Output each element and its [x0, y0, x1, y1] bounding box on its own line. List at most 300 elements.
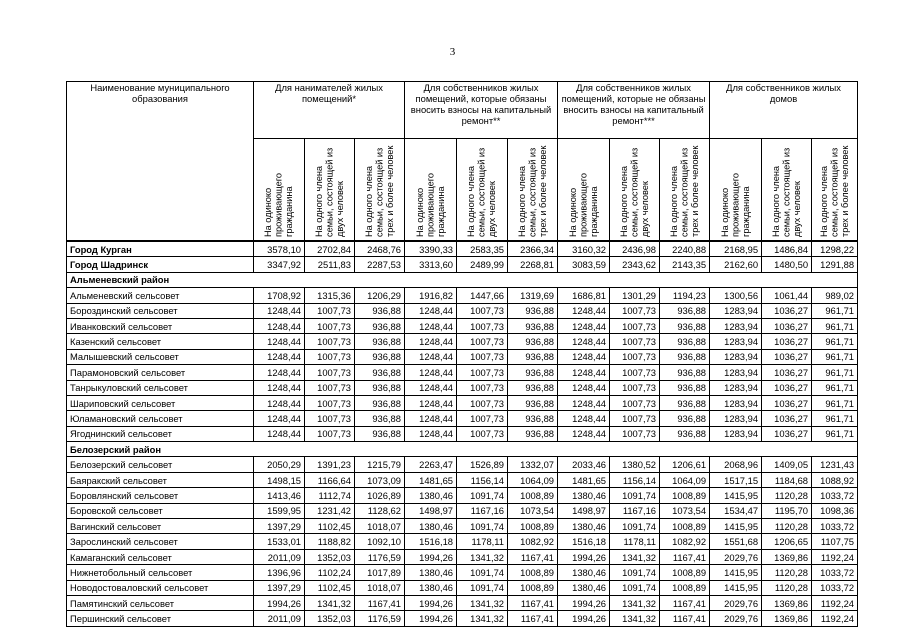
value-cell: 1091,74	[457, 488, 508, 503]
value-cell: 2029,76	[710, 595, 762, 610]
value-cell: 1248,44	[558, 349, 610, 364]
value-cell: 2143,35	[660, 257, 710, 272]
value-cell: 3578,10	[254, 241, 305, 257]
value-cell: 1036,27	[762, 395, 812, 410]
table-row	[67, 380, 858, 395]
value-cell: 1409,05	[762, 457, 812, 472]
value-cell: 936,88	[660, 349, 710, 364]
municipality-name: Шариповский сельсовет	[67, 395, 254, 410]
value-cell: 1092,10	[355, 534, 405, 549]
value-cell: 1291,88	[812, 257, 858, 272]
value-cell: 1413,46	[254, 488, 305, 503]
subcolumn-header-label: На одиноко проживающего гражданина	[414, 173, 446, 237]
value-cell: 1102,24	[305, 565, 355, 580]
table-row	[67, 426, 858, 441]
value-cell: 1283,94	[710, 380, 762, 395]
subcolumn-header	[305, 139, 355, 242]
value-cell: 1994,26	[405, 595, 457, 610]
value-cell: 1176,59	[355, 549, 405, 564]
subcolumn-header	[812, 139, 858, 242]
municipality-name: Баяракский сельсовет	[67, 472, 254, 487]
value-cell: 1283,94	[710, 426, 762, 441]
value-cell: 1073,09	[355, 472, 405, 487]
value-cell: 1215,79	[355, 457, 405, 472]
value-cell: 1192,24	[812, 611, 858, 626]
value-cell: 1007,73	[305, 318, 355, 333]
value-cell: 1248,44	[405, 349, 457, 364]
value-cell: 1397,29	[254, 580, 305, 595]
value-cell: 1008,89	[508, 565, 558, 580]
municipality-name: Нижнетобольный сельсовет	[67, 565, 254, 580]
value-cell: 1319,69	[508, 288, 558, 303]
value-cell: 936,88	[355, 334, 405, 349]
municipality-name: Малышевский сельсовет	[67, 349, 254, 364]
value-cell: 3313,60	[405, 257, 457, 272]
value-cell: 1380,46	[405, 519, 457, 534]
value-cell: 1415,95	[710, 580, 762, 595]
value-cell: 1091,74	[610, 519, 660, 534]
table-row	[67, 534, 858, 549]
value-cell: 961,71	[812, 380, 858, 395]
value-cell: 1120,28	[762, 519, 812, 534]
value-cell: 1248,44	[558, 303, 610, 318]
district-row	[67, 272, 858, 287]
value-cell: 1167,16	[610, 503, 660, 518]
table-row	[67, 580, 858, 595]
value-cell: 1994,26	[558, 595, 610, 610]
value-cell: 1064,09	[660, 472, 710, 487]
value-cell: 1036,27	[762, 411, 812, 426]
value-cell: 1007,73	[305, 334, 355, 349]
value-cell: 1391,23	[305, 457, 355, 472]
value-cell: 1102,45	[305, 519, 355, 534]
value-cell: 1447,66	[457, 288, 508, 303]
value-cell: 1008,89	[660, 519, 710, 534]
value-cell: 1091,74	[457, 580, 508, 595]
subcolumn-header	[610, 139, 660, 242]
subcolumn-header	[660, 139, 710, 242]
value-cell: 1283,94	[710, 303, 762, 318]
value-cell: 1008,89	[508, 580, 558, 595]
municipality-name: Парамоновский сельсовет	[67, 365, 254, 380]
district-name: Альменевский район	[67, 272, 858, 287]
value-cell: 1033,72	[812, 519, 858, 534]
subcolumn-header-label: На одиноко проживающего гражданина	[719, 173, 751, 237]
value-cell: 1283,94	[710, 395, 762, 410]
value-cell: 1248,44	[254, 303, 305, 318]
value-cell: 1498,15	[254, 472, 305, 487]
value-cell: 936,88	[660, 411, 710, 426]
value-cell: 1018,07	[355, 519, 405, 534]
table-row	[67, 457, 858, 472]
value-cell: 1517,15	[710, 472, 762, 487]
value-cell: 1073,54	[508, 503, 558, 518]
value-cell: 1481,65	[558, 472, 610, 487]
value-cell: 2511,83	[305, 257, 355, 272]
value-cell: 961,71	[812, 411, 858, 426]
value-cell: 2263,47	[405, 457, 457, 472]
value-cell: 1283,94	[710, 411, 762, 426]
value-cell: 1498,97	[405, 503, 457, 518]
value-cell: 1064,09	[508, 472, 558, 487]
municipality-name: Казенский сельсовет	[67, 334, 254, 349]
value-cell: 1017,89	[355, 565, 405, 580]
value-cell: 1167,41	[508, 549, 558, 564]
group-header-tenants: Для нанимателей жилых помещений*	[254, 82, 405, 139]
value-cell: 936,88	[660, 365, 710, 380]
table-row	[67, 288, 858, 303]
value-cell: 1091,74	[457, 565, 508, 580]
value-cell: 1248,44	[558, 318, 610, 333]
table-row	[67, 334, 858, 349]
value-cell: 1341,32	[457, 549, 508, 564]
value-cell: 1498,97	[558, 503, 610, 518]
municipality-name: Альменевский сельсовет	[67, 288, 254, 303]
value-cell: 1994,26	[558, 549, 610, 564]
value-cell: 1315,36	[305, 288, 355, 303]
value-cell: 2033,46	[558, 457, 610, 472]
group-header-owners-capital-repair: Для собственников жилых помещений, которые обязаны вносить взносы на капитальный ремонт**	[405, 82, 558, 139]
table-row	[67, 365, 858, 380]
value-cell: 1008,89	[660, 580, 710, 595]
value-cell: 1341,32	[457, 595, 508, 610]
value-cell: 2240,88	[660, 241, 710, 257]
value-cell: 1007,73	[610, 334, 660, 349]
value-cell: 1283,94	[710, 349, 762, 364]
value-cell: 1248,44	[254, 411, 305, 426]
value-cell: 1994,26	[558, 611, 610, 626]
value-cell: 1007,73	[457, 318, 508, 333]
value-cell: 1036,27	[762, 349, 812, 364]
value-cell: 1107,75	[812, 534, 858, 549]
value-cell: 936,88	[508, 349, 558, 364]
subcolumn-header-label: На одного члена семьи, состоящей из трех и более человек	[516, 145, 548, 237]
value-cell: 1008,89	[508, 519, 558, 534]
value-cell: 1369,86	[762, 611, 812, 626]
value-cell: 1007,73	[305, 365, 355, 380]
value-cell: 1283,94	[710, 334, 762, 349]
subcolumn-header	[405, 139, 457, 242]
value-cell: 2287,53	[355, 257, 405, 272]
value-cell: 1248,44	[254, 426, 305, 441]
value-cell: 1033,72	[812, 488, 858, 503]
value-cell: 961,71	[812, 349, 858, 364]
value-cell: 1206,65	[762, 534, 812, 549]
value-cell: 1380,46	[405, 488, 457, 503]
subcolumn-header-label: На одного члена семьи, состоящей из двух человек	[770, 147, 802, 237]
value-cell: 1397,29	[254, 519, 305, 534]
value-cell: 961,71	[812, 426, 858, 441]
value-cell: 1480,50	[762, 257, 812, 272]
value-cell: 936,88	[508, 365, 558, 380]
value-cell: 1007,73	[457, 349, 508, 364]
value-cell: 1231,42	[305, 503, 355, 518]
table-row	[67, 318, 858, 333]
value-cell: 1686,81	[558, 288, 610, 303]
value-cell: 2011,09	[254, 611, 305, 626]
value-cell: 2702,84	[305, 241, 355, 257]
value-cell: 936,88	[508, 303, 558, 318]
page-number: 3	[449, 46, 456, 58]
subcolumn-header	[457, 139, 508, 242]
value-cell: 1248,44	[558, 395, 610, 410]
value-cell: 1018,07	[355, 580, 405, 595]
value-cell: 2468,76	[355, 241, 405, 257]
city-row	[67, 257, 858, 272]
value-cell: 936,88	[660, 380, 710, 395]
value-cell: 961,71	[812, 318, 858, 333]
value-cell: 2050,29	[254, 457, 305, 472]
value-cell: 1231,43	[812, 457, 858, 472]
value-cell: 1206,61	[660, 457, 710, 472]
value-cell: 1369,86	[762, 549, 812, 564]
value-cell: 2162,60	[710, 257, 762, 272]
value-cell: 1008,89	[660, 565, 710, 580]
municipality-name: Бороздинский сельсовет	[67, 303, 254, 318]
municipality-name: Першинский сельсовет	[67, 611, 254, 626]
value-cell: 1007,73	[457, 365, 508, 380]
value-cell: 1380,46	[405, 580, 457, 595]
value-cell: 1248,44	[405, 411, 457, 426]
value-cell: 1380,46	[558, 519, 610, 534]
value-cell: 1248,44	[558, 411, 610, 426]
value-cell: 1380,46	[405, 565, 457, 580]
value-cell: 961,71	[812, 365, 858, 380]
table-row	[67, 519, 858, 534]
municipality-name: Боровлянский сельсовет	[67, 488, 254, 503]
municipality-name: Город Шадринск	[67, 257, 254, 272]
value-cell: 1994,26	[254, 595, 305, 610]
value-cell: 1007,73	[610, 395, 660, 410]
value-cell: 1008,89	[660, 488, 710, 503]
value-cell: 1248,44	[558, 365, 610, 380]
table-body	[67, 241, 858, 626]
value-cell: 1091,74	[610, 565, 660, 580]
value-cell: 1091,74	[610, 580, 660, 595]
value-cell: 1120,28	[762, 488, 812, 503]
value-cell: 1007,73	[305, 411, 355, 426]
header-row-groups	[67, 82, 858, 139]
value-cell: 961,71	[812, 303, 858, 318]
value-cell: 1007,73	[457, 411, 508, 426]
value-cell: 1396,96	[254, 565, 305, 580]
value-cell: 1156,14	[457, 472, 508, 487]
value-cell: 2583,35	[457, 241, 508, 257]
value-cell: 1036,27	[762, 365, 812, 380]
table-row	[67, 595, 858, 610]
value-cell: 1994,26	[405, 611, 457, 626]
value-cell: 1036,27	[762, 426, 812, 441]
value-cell: 1007,73	[610, 411, 660, 426]
value-cell: 2029,76	[710, 549, 762, 564]
value-cell: 1007,73	[457, 395, 508, 410]
value-cell: 936,88	[355, 380, 405, 395]
municipality-name: Зарослинский сельсовет	[67, 534, 254, 549]
value-cell: 1192,24	[812, 549, 858, 564]
table-row	[67, 565, 858, 580]
value-cell: 936,88	[355, 411, 405, 426]
value-cell: 1248,44	[254, 395, 305, 410]
group-header-house-owners: Для собственников жилых домов	[710, 82, 858, 139]
subcolumn-header-label: На одного члена семьи, состоящей из трех и более человек	[818, 145, 850, 237]
subcolumn-header-label: На одного члена семьи, состоящей из трех и более человек	[668, 145, 700, 237]
table-row	[67, 549, 858, 564]
value-cell: 1248,44	[405, 380, 457, 395]
value-cell: 1516,18	[558, 534, 610, 549]
value-cell: 1283,94	[710, 318, 762, 333]
value-cell: 1248,44	[254, 349, 305, 364]
value-cell: 1415,95	[710, 519, 762, 534]
value-cell: 1007,73	[305, 380, 355, 395]
value-cell: 936,88	[660, 318, 710, 333]
value-cell: 961,71	[812, 395, 858, 410]
value-cell: 2029,76	[710, 611, 762, 626]
value-cell: 1167,41	[660, 611, 710, 626]
value-cell: 936,88	[355, 303, 405, 318]
value-cell: 936,88	[508, 426, 558, 441]
value-cell: 3390,33	[405, 241, 457, 257]
value-cell: 1248,44	[405, 365, 457, 380]
value-cell: 1248,44	[405, 395, 457, 410]
value-cell: 3083,59	[558, 257, 610, 272]
value-cell: 1551,68	[710, 534, 762, 549]
value-cell: 1526,89	[457, 457, 508, 472]
value-cell: 1007,73	[610, 349, 660, 364]
value-cell: 2343,62	[610, 257, 660, 272]
value-cell: 1167,16	[457, 503, 508, 518]
value-cell: 989,02	[812, 288, 858, 303]
value-cell: 936,88	[355, 426, 405, 441]
value-cell: 1298,22	[812, 241, 858, 257]
value-cell: 1486,84	[762, 241, 812, 257]
group-header-owners-no-capital-repair: Для собственников жилых помещений, которые не обязаны вносить взносы на капитальный ремонт***	[558, 82, 710, 139]
value-cell: 1206,29	[355, 288, 405, 303]
value-cell: 1248,44	[254, 318, 305, 333]
value-cell: 1341,32	[610, 611, 660, 626]
value-cell: 1516,18	[405, 534, 457, 549]
value-cell: 1082,92	[508, 534, 558, 549]
value-cell: 1248,44	[405, 318, 457, 333]
value-cell: 1195,70	[762, 503, 812, 518]
subcolumn-header	[254, 139, 305, 242]
subcolumn-header-label: На одного члена семьи, состоящей из двух человек	[313, 147, 345, 237]
district-row	[67, 442, 858, 457]
value-cell: 1178,11	[610, 534, 660, 549]
value-cell: 2366,34	[508, 241, 558, 257]
value-cell: 1007,73	[305, 395, 355, 410]
value-cell: 1380,52	[610, 457, 660, 472]
value-cell: 1380,46	[558, 580, 610, 595]
value-cell: 1415,95	[710, 565, 762, 580]
value-cell: 1194,23	[660, 288, 710, 303]
value-cell: 1300,56	[710, 288, 762, 303]
value-cell: 1248,44	[254, 334, 305, 349]
value-cell: 1301,29	[610, 288, 660, 303]
value-cell: 1120,28	[762, 565, 812, 580]
value-cell: 1167,41	[508, 611, 558, 626]
value-cell: 1008,89	[508, 488, 558, 503]
value-cell: 936,88	[508, 411, 558, 426]
value-cell: 1283,94	[710, 365, 762, 380]
value-cell: 1026,89	[355, 488, 405, 503]
value-cell: 1192,24	[812, 595, 858, 610]
value-cell: 2011,09	[254, 549, 305, 564]
value-cell: 1166,64	[305, 472, 355, 487]
value-cell: 1007,73	[305, 426, 355, 441]
value-cell: 1341,32	[457, 611, 508, 626]
value-cell: 1248,44	[254, 365, 305, 380]
value-cell: 1341,32	[610, 595, 660, 610]
value-cell: 1248,44	[405, 303, 457, 318]
value-cell: 2268,81	[508, 257, 558, 272]
value-cell: 1036,27	[762, 318, 812, 333]
value-cell: 1167,41	[355, 595, 405, 610]
district-name: Белозерский район	[67, 442, 858, 457]
value-cell: 2068,96	[710, 457, 762, 472]
value-cell: 1481,65	[405, 472, 457, 487]
value-cell: 1073,54	[660, 503, 710, 518]
value-cell: 1599,95	[254, 503, 305, 518]
value-cell: 1188,82	[305, 534, 355, 549]
value-cell: 1082,92	[660, 534, 710, 549]
table-row	[67, 411, 858, 426]
municipality-name: Боровской сельсовет	[67, 503, 254, 518]
value-cell: 1248,44	[558, 380, 610, 395]
subcolumn-header	[762, 139, 812, 242]
value-cell: 1102,45	[305, 580, 355, 595]
value-cell: 1007,73	[610, 365, 660, 380]
value-cell: 1036,27	[762, 303, 812, 318]
value-cell: 1708,92	[254, 288, 305, 303]
value-cell: 1534,47	[710, 503, 762, 518]
municipality-name: Город Курган	[67, 241, 254, 257]
value-cell: 936,88	[355, 365, 405, 380]
value-cell: 1007,73	[610, 318, 660, 333]
value-cell: 1007,73	[610, 303, 660, 318]
value-cell: 1167,41	[660, 549, 710, 564]
value-cell: 936,88	[508, 318, 558, 333]
value-cell: 1369,86	[762, 595, 812, 610]
value-cell: 1156,14	[610, 472, 660, 487]
value-cell: 1007,73	[305, 349, 355, 364]
value-cell: 1380,46	[558, 565, 610, 580]
subcolumn-header	[710, 139, 762, 242]
value-cell: 2489,99	[457, 257, 508, 272]
value-cell: 1033,72	[812, 580, 858, 595]
value-cell: 1167,41	[660, 595, 710, 610]
value-cell: 1341,32	[610, 549, 660, 564]
municipality-name: Иванковский сельсовет	[67, 318, 254, 333]
value-cell: 1007,73	[457, 426, 508, 441]
value-cell: 936,88	[660, 426, 710, 441]
value-cell: 3160,32	[558, 241, 610, 257]
value-cell: 1088,92	[812, 472, 858, 487]
value-cell: 1112,74	[305, 488, 355, 503]
value-cell: 1167,41	[508, 595, 558, 610]
value-cell: 1033,72	[812, 565, 858, 580]
value-cell: 1091,74	[610, 488, 660, 503]
subcolumn-header-label: На одиноко проживающего гражданина	[567, 173, 599, 237]
subcolumn-header-label: На одиноко проживающего гражданина	[263, 173, 295, 237]
value-cell: 1098,36	[812, 503, 858, 518]
value-cell: 1341,32	[305, 595, 355, 610]
municipality-name: Новодостоваловский сельсовет	[67, 580, 254, 595]
value-cell: 936,88	[660, 303, 710, 318]
value-cell: 1061,44	[762, 288, 812, 303]
subcolumn-header	[355, 139, 405, 242]
table-row	[67, 303, 858, 318]
table-row	[67, 472, 858, 487]
